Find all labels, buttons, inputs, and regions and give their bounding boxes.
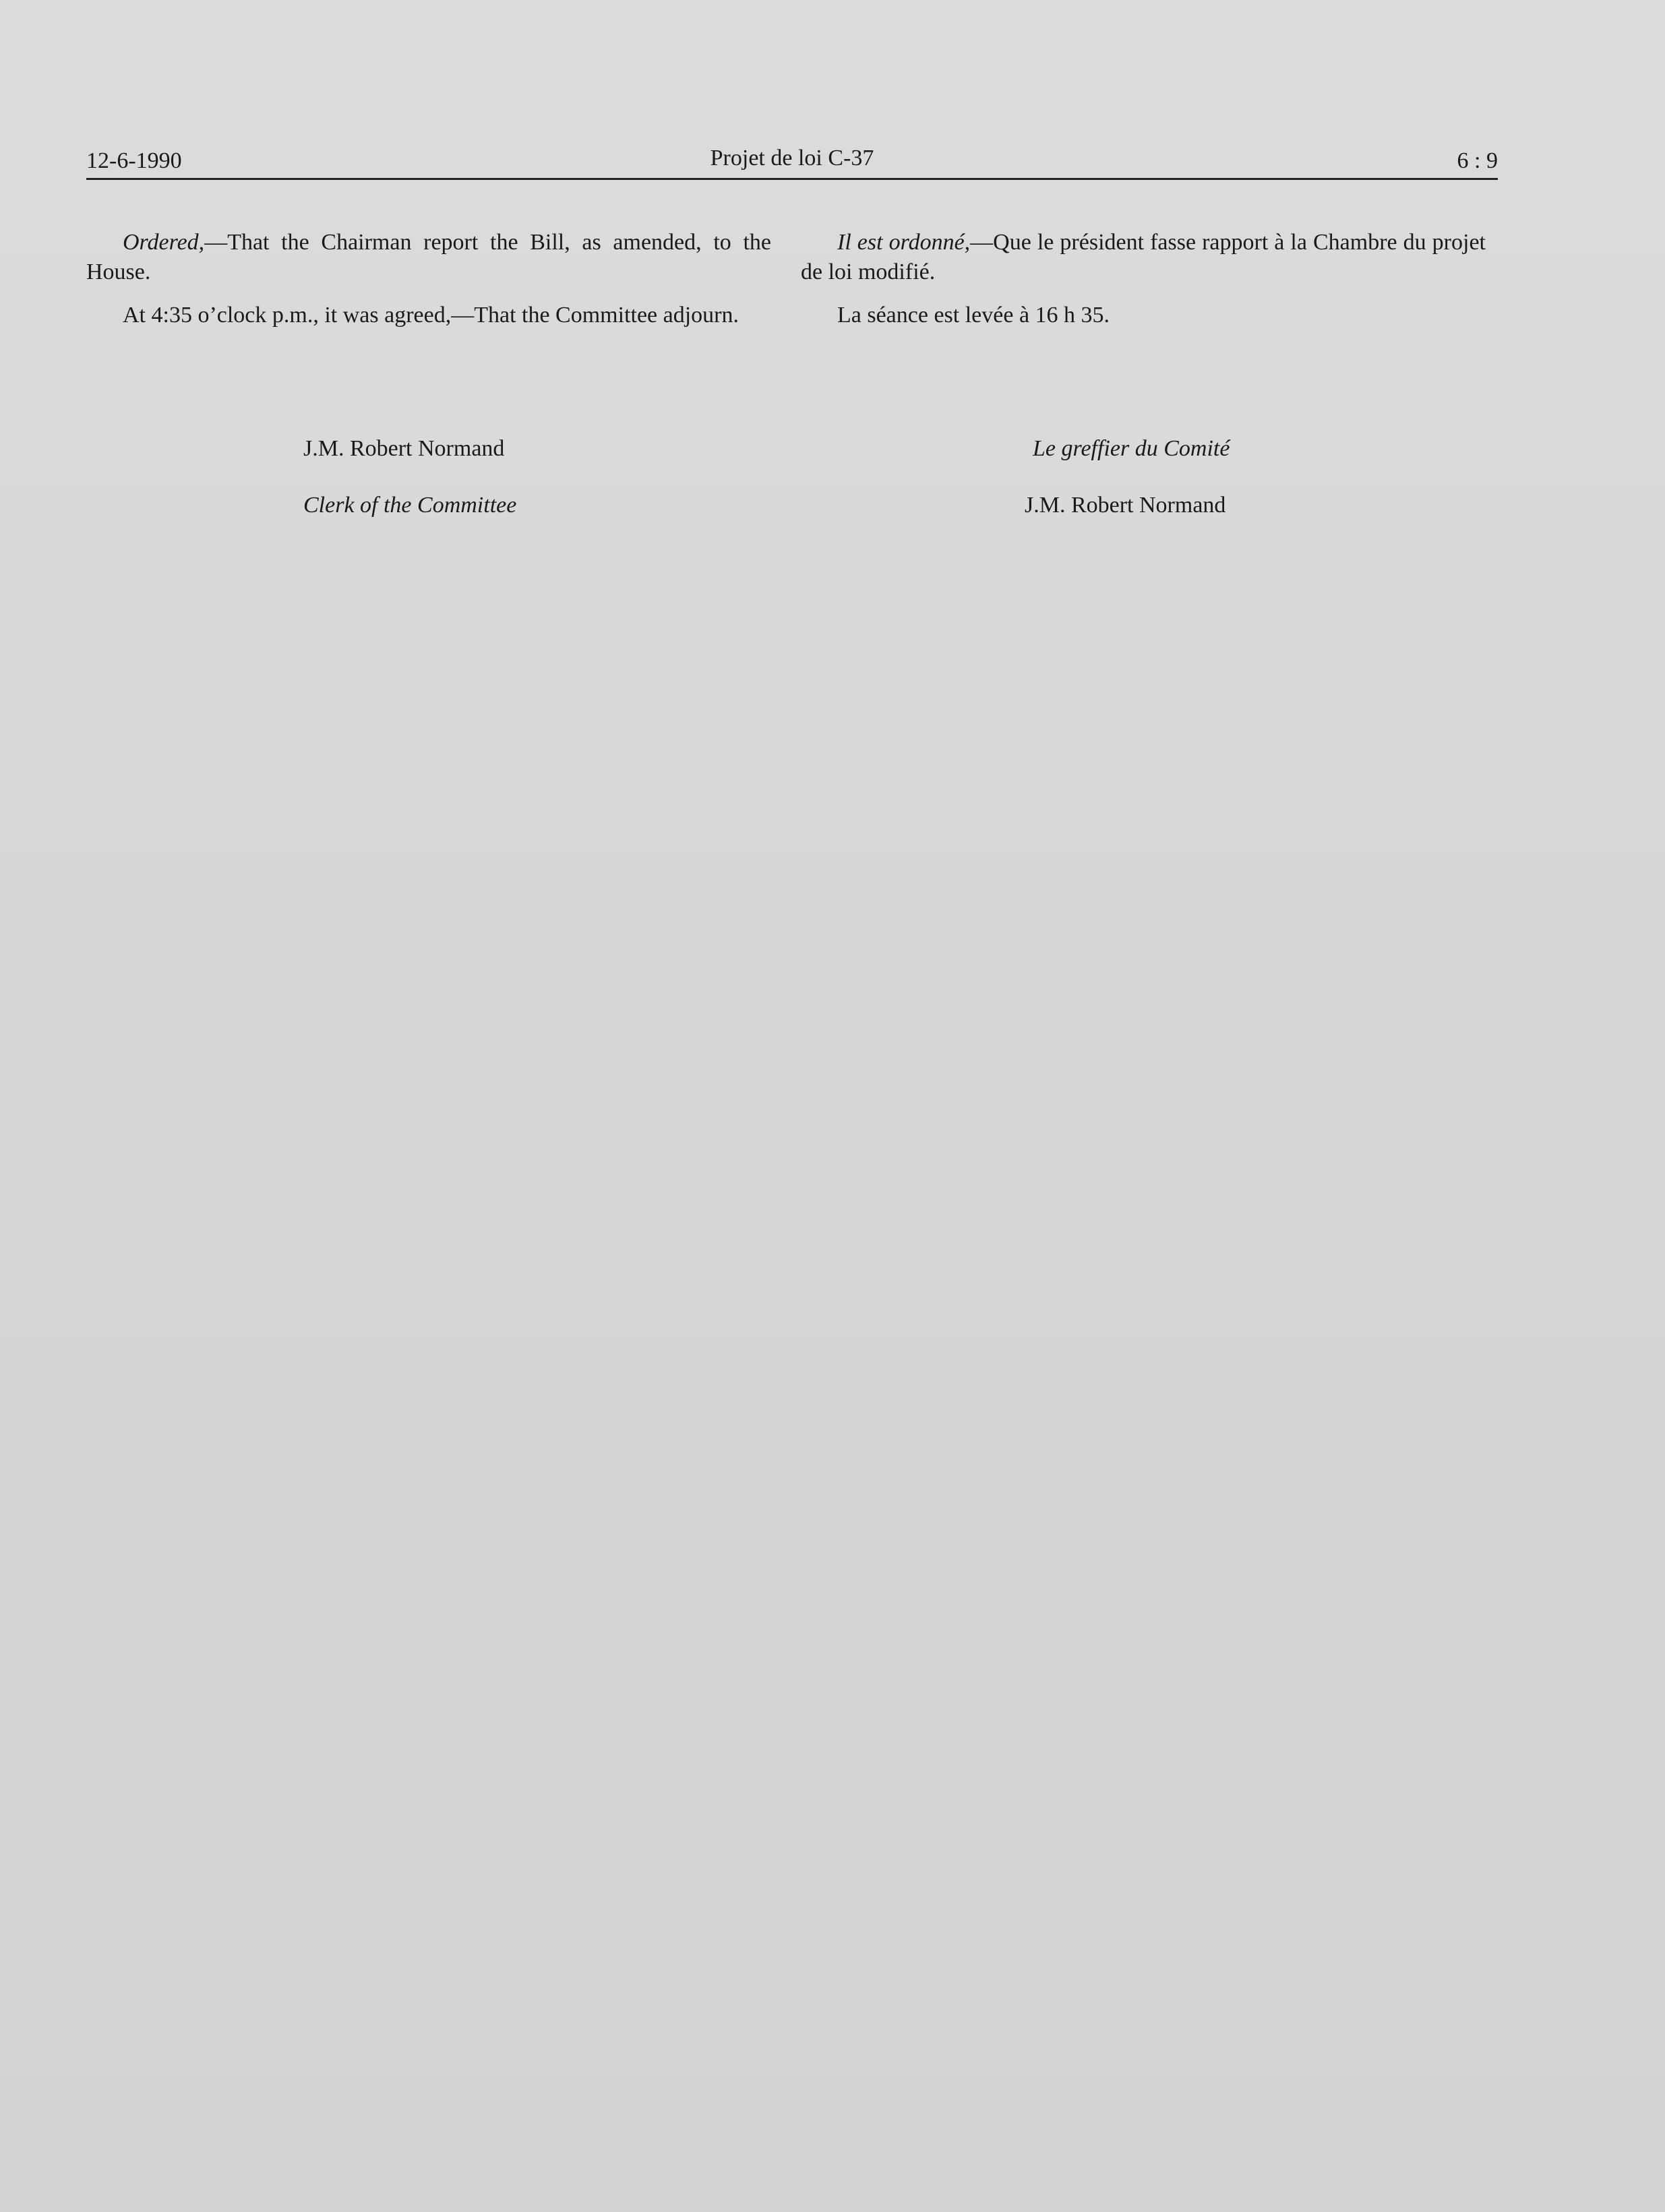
french-order-text: —Que le président fasse rapport à la Chambre du projet de loi modifié.: [801, 230, 1486, 284]
french-order-paragraph: [801, 228, 1486, 287]
header-rule: [86, 178, 1498, 180]
show-through-texture: [88, 377, 762, 1928]
page-header: [86, 142, 1498, 182]
english-column: [86, 228, 771, 344]
english-order-label: Ordered,: [123, 230, 205, 255]
french-order-label: Il est ordonné,: [837, 230, 971, 255]
french-adjourn-paragraph: La séance est levée à 16 h 35.: [837, 303, 1110, 328]
english-order-text: —That the Chairman report the Bill, as amended, to the House.: [86, 230, 771, 284]
english-clerk-title: Clerk of the Committee: [303, 493, 517, 518]
english-clerk-name: J.M. Robert Normand: [303, 436, 505, 461]
header-page-number: 6 : 9: [1457, 148, 1498, 173]
header-date: 12-6-1990: [86, 148, 182, 173]
header-title: Projet de loi C-37: [710, 146, 874, 171]
english-order-paragraph: [86, 228, 771, 287]
french-column: [801, 228, 1486, 344]
french-clerk-name: J.M. Robert Normand: [1025, 493, 1226, 518]
english-adjourn-paragraph: At 4:35 o’clock p.m., it was agreed,—That the Committee adjourn.: [123, 303, 739, 328]
french-clerk-title: Le greffier du Comité: [1033, 436, 1230, 461]
